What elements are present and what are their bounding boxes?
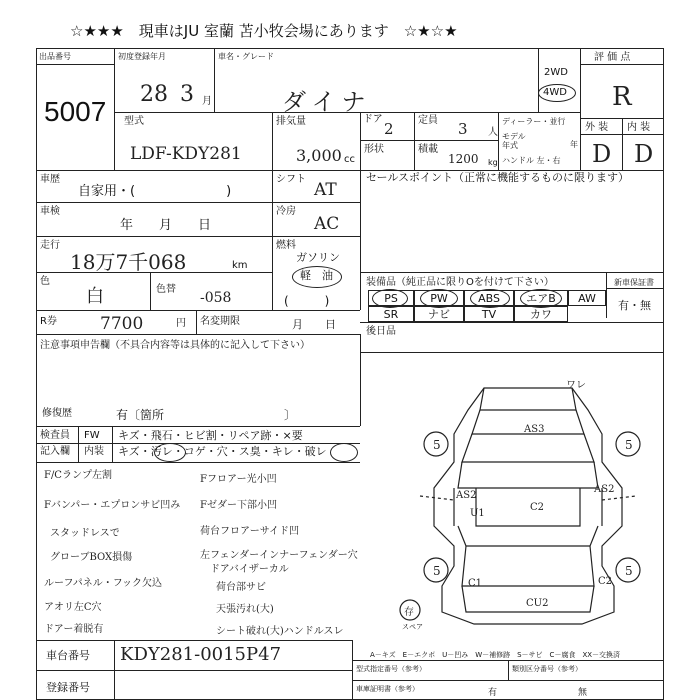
page-title: ☆★★★ 現車はJU 室蘭 苫小牧会場にあります ☆★☆★ [70,22,458,40]
inspection-label: 車検 [40,206,60,217]
car-name: ダイナ [282,88,372,116]
inspector-label: 検査員 [40,430,70,441]
eval-score: R [612,82,632,112]
equip-ps: PS [368,290,414,306]
damage-c2-center: C2 [530,502,545,513]
model-year-unit: 年 [570,140,578,149]
color-code-paren: ( ) [284,294,330,308]
model-value: LDF-KDY281 [130,144,242,164]
drive-2wd: 2WD [544,67,568,78]
damage-c2-rear: C2 [598,576,613,587]
color-value: 白 [86,286,104,307]
chassis-value: KDY281-0015P47 [120,644,282,665]
equip-circle-pw [420,289,458,308]
door-value: 2 [384,120,394,138]
model-year-label: モデル 年式 [502,132,526,150]
remark-3: スタッドレスで [50,528,120,539]
remark-4: グローブBOX損傷 [50,552,133,563]
rear-seat-label: 後日品 [366,326,396,337]
first-reg-year: 28 [140,82,168,107]
damage-u1: U1 [470,508,485,519]
equip-sr: SR [368,306,414,322]
check-circle-dirt [154,443,186,462]
recycle-label: R券 [40,316,57,327]
capacity-unit: 人 [488,127,498,138]
name-change-value: 月 日 [292,318,336,331]
entry-label: 記入欄 [40,446,70,457]
remark-11: 左フェンダーインナーフェンダー穴 [200,550,358,561]
name-change-label: 名変期限 [200,316,240,327]
remark-13: 荷台部サビ [216,582,266,593]
interior-label: 内 装 [627,122,651,133]
handle-label: ハンドル 左・右 [502,156,561,165]
displacement-value: 3,000 [296,146,342,165]
fw-label: FW [84,430,100,441]
notes-label: 注意事項申告欄（不具合内容等は具体的に記入して下さい） [40,340,310,351]
damage-tire-rl: 5 [433,564,441,578]
cooling-value: AC [314,214,340,234]
inspection-value: 年 月 日 [120,218,212,233]
color-change-label: 色替 [156,284,176,295]
remark-12: ドアバイザーカル [210,564,289,575]
remark-6: アオリ左C穴 [44,602,102,613]
load-value: 1200 [448,152,479,166]
load-unit: kg [488,158,498,167]
interior-cell: 内装 [84,446,104,457]
repair-value: 有〔箇所 〕 [116,408,297,422]
damage-legend: A－キズ E－エクボ U－凹み W－補修跡 S－サビ C－腐食 XX－交換済 [370,651,621,659]
remark-9: Fゼダー下部小凹 [200,500,277,511]
remark-14: 天張汚れ(大) [216,604,274,615]
interior-grade: D [634,140,654,168]
form-spec-label: 型式指定番号（参考） [356,665,426,673]
capacity-label: 定員 [418,115,438,126]
equip-tv: TV [464,306,514,322]
remark-2: Fバンパー・エプロンサビ凹み [44,500,181,511]
damage-as3: AS3 [524,424,545,435]
cooling-label: 冷房 [276,206,296,217]
lot-label: 出品番号 [39,52,71,61]
dealer-label: ディーラー・並行 [502,117,566,126]
damage-tire-fl: 5 [433,438,441,452]
equip-leather: カワ [514,306,568,322]
fuel-label: 燃料 [276,240,296,251]
equip-airbag: エアB [514,290,568,306]
recycle-unit: 円 [176,318,186,329]
equipment-label: 装備品（純正品に限りOを付けて下さい） [366,277,554,288]
month-unit: 月 [202,96,212,107]
equip-aw: AW [568,290,606,306]
exterior-label: 外 装 [585,122,609,133]
reg-label: 登録番号 [46,681,90,694]
sales-point-label: セールスポイント（正常に機能するものに限ります） [366,171,630,184]
chassis-label: 車台番号 [46,649,90,662]
mileage-value: 18万7千068 [70,250,187,274]
remark-1: F/Cランプ左割 [44,470,112,481]
shift-value: AT [314,180,337,200]
displacement-label: 排気量 [276,116,306,127]
damage-cu2: CU2 [526,598,549,609]
model-label: 型式 [124,116,144,127]
equip-circle-airbag [520,289,562,308]
damage-spare: 存 [404,607,414,618]
damage-tire-rr: 5 [625,564,633,578]
warranty-label: 新車保証書 [614,278,654,287]
equip-circle-abs [470,289,510,308]
remark-8: Fフロアー光小凹 [200,474,277,485]
load-label: 積載 [418,144,438,155]
cert-label: 車庫証明書（参考） [356,685,419,693]
displacement-unit: cc [344,154,355,165]
shift-label: シフト [276,174,306,185]
damage-as2-right: AS2 [594,484,615,495]
equip-abs: ABS [464,290,514,306]
equip-pw: PW [414,290,464,306]
mileage-label: 走行 [40,240,60,251]
shape-label: 形状 [364,144,384,155]
first-reg-label: 初度登録年月 [118,52,166,61]
lot-number: 5007 [44,96,107,127]
capacity-value: 3 [458,120,468,138]
remark-10: 荷台フロアーサイド凹 [200,526,299,537]
check-row1: キズ・飛石・ヒビ割・リペア跡・×要 [118,429,303,442]
equip-circle-ps [372,289,408,308]
door-label: ドア [363,114,383,125]
repair-label: 修復歴 [42,408,72,419]
history-label: 車歴 [40,174,60,185]
damage-c1: C1 [468,578,483,589]
recycle-value: 7700 [100,314,144,334]
exterior-grade: D [592,140,612,168]
history-value: 自家用・( ) [78,184,232,199]
color-label: 色 [40,276,50,287]
damage-as2-left: AS2 [456,490,477,501]
cert-value-no: 無 [578,688,588,698]
first-reg-month: 3 [180,82,194,107]
cert-value-yes: 有 [488,688,498,698]
remark-7: ドアー着脱有 [44,624,104,635]
eval-label: 評 価 点 [594,52,631,63]
remark-15: シート破れ(大)ハンドルスレ [216,626,344,637]
check-row2: キズ・汚レ・コゲ・穴・ス臭・キレ・破レ [118,445,327,458]
category-label: 類別区分番号（参考） [512,665,582,673]
warranty-value: 有・無 [618,299,651,312]
damage-ws: ワレ [566,380,586,391]
fuel-diesel: 軽 油 [300,269,333,282]
car-name-label: 車名・グレード [218,52,274,61]
remark-5: ルーフパネル・フック欠込 [44,578,162,589]
color-change-value: -058 [200,290,232,306]
drive-4wd: 4WD [543,87,567,98]
damage-spare-sub: スペア [402,623,423,631]
fuel-gasoline: ガソリン [296,251,340,264]
equip-navi: ナビ [414,306,464,322]
mileage-unit: km [232,260,248,271]
damage-tire-fr: 5 [625,438,633,452]
check-circle-torn [330,443,358,462]
